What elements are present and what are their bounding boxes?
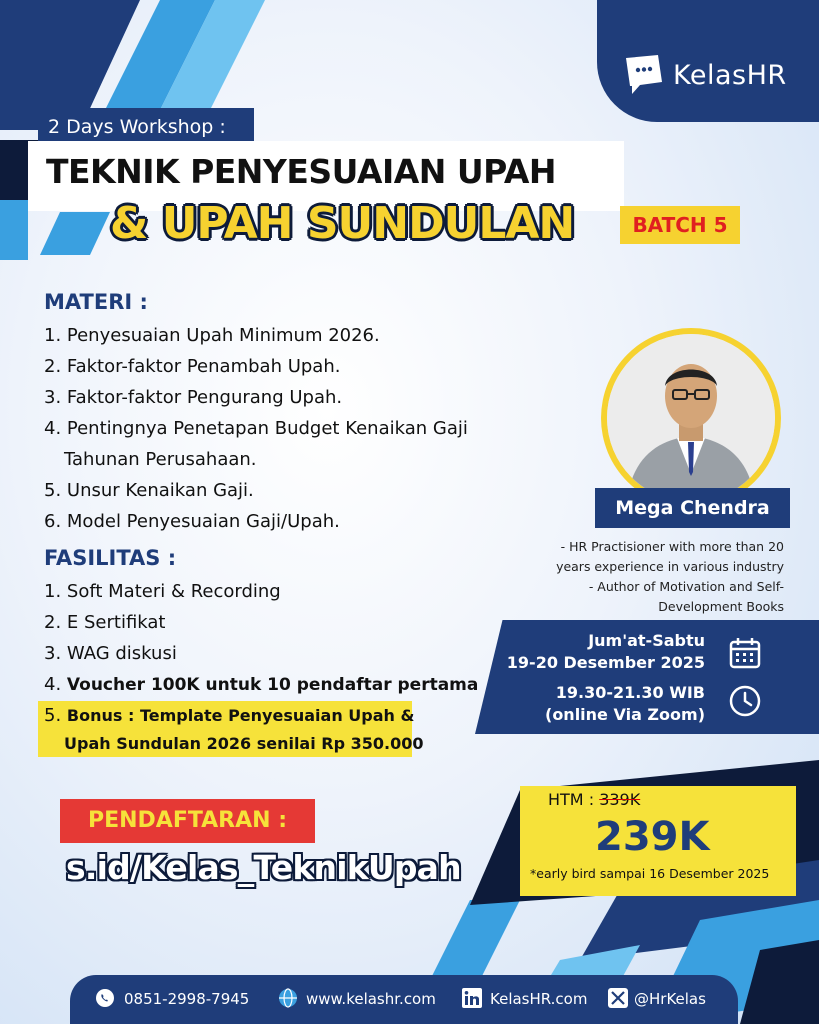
materi-item: 4. Pentingnya Penetapan Budget Kenaikan Gaji	[44, 418, 468, 439]
speaker-bio-line: - Author of Motivation and Self-	[588, 579, 784, 594]
chat-book-icon	[622, 52, 666, 96]
materi-heading: MATERI :	[44, 290, 148, 314]
title-line-2: & UPAH SUNDULAN	[110, 198, 575, 249]
speaker-bio-line: Development Books	[658, 599, 784, 614]
workshop-label: 2 Days Workshop :	[38, 108, 254, 146]
materi-item: 3. Faktor-faktor Pengurang Upah.	[44, 387, 343, 408]
fasilitas-item-voucher	[44, 674, 478, 695]
old-price: 339K	[599, 790, 641, 809]
batch-badge: BATCH 5	[620, 206, 740, 244]
bonus-text: Bonus : Template Penyesuaian Upah &	[66, 706, 415, 725]
speaker-photo	[607, 334, 775, 502]
materi-item: 5. Unsur Kenaikan Gaji.	[44, 480, 254, 501]
price-label-row	[548, 790, 640, 809]
materi-item: 1. Penyesuaian Upah Minimum 2026.	[44, 325, 380, 346]
schedule-time: 19.30-21.30 WIB	[555, 683, 705, 702]
registration-link[interactable]: s.id/Kelas_TeknikUpah	[66, 848, 461, 887]
materi-item: Tahunan Perusahaan.	[64, 449, 257, 470]
price-value: 239K	[595, 814, 710, 860]
fasilitas-item: 2. E Sertifikat	[44, 612, 166, 633]
speaker-bio-line: - HR Practisioner with more than 20	[560, 539, 784, 554]
title-line-1: TEKNIK PENYESUAIAN UPAH	[46, 152, 556, 191]
fasilitas-item: 3. WAG diskusi	[44, 643, 177, 664]
htm-label: HTM :	[548, 790, 595, 809]
footer-x[interactable]: @HrKelas	[634, 990, 706, 1008]
speaker-bio-line: years experience in various industry	[556, 559, 784, 574]
materi-item: 6. Model Penyesuaian Gaji/Upah.	[44, 511, 340, 532]
fasilitas-prefix: 4.	[44, 674, 62, 695]
bonus-text-line2: Upah Sundulan 2026 senilai Rp 350.000	[64, 734, 424, 753]
schedule-days: Jum'at-Sabtu	[588, 631, 705, 650]
calendar-icon	[728, 636, 762, 670]
materi-item: 2. Faktor-faktor Penambah Upah.	[44, 356, 341, 377]
clock-icon	[728, 684, 762, 718]
voucher-text: Voucher 100K untuk 10 pendaftar pertama	[66, 675, 479, 695]
fasilitas-item-bonus	[44, 705, 414, 726]
footer-phone[interactable]: 0851-2998-7945	[124, 990, 250, 1008]
whatsapp-icon	[95, 988, 115, 1008]
footer-website[interactable]: www.kelashr.com	[306, 990, 436, 1008]
speaker-name: Mega Chendra	[595, 488, 790, 528]
logo-text: KelasHR	[673, 60, 787, 91]
fasilitas-prefix: 5.	[44, 705, 62, 726]
schedule-mode: (online Via Zoom)	[545, 705, 705, 724]
fasilitas-item: 1. Soft Materi & Recording	[44, 581, 281, 602]
registration-label: PENDAFTARAN :	[60, 799, 315, 843]
price-note: *early bird sampai 16 Desember 2025	[530, 866, 770, 881]
globe-icon	[278, 988, 298, 1008]
footer-linkedin[interactable]: KelasHR.com	[490, 990, 588, 1008]
x-icon	[608, 988, 628, 1008]
linkedin-icon	[462, 988, 482, 1008]
fasilitas-heading: FASILITAS :	[44, 546, 177, 570]
schedule-dates: 19-20 Desember 2025	[506, 653, 705, 672]
